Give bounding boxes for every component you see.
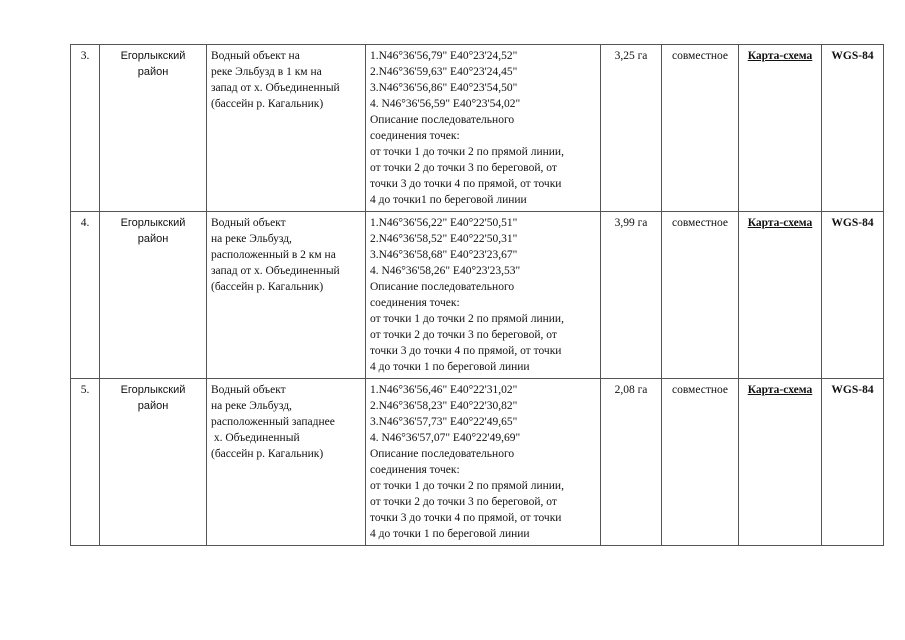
row-number: 4.: [71, 212, 100, 379]
water-objects-table: [70, 44, 884, 546]
district-line: район: [137, 233, 169, 245]
district-line: Егорлыкский: [120, 384, 186, 396]
map-scheme-link[interactable]: Карта-схема: [747, 50, 813, 62]
coord-line: 2.N46°36'58,23" E40°22'30,82": [370, 400, 518, 412]
map-link-cell: [739, 379, 822, 546]
coord-line: 4 до точки1 по береговой линии: [370, 194, 527, 206]
coord-line: 4. N46°36'57,07" E40°22'49,69": [370, 432, 521, 444]
coordinates-cell: [366, 212, 601, 379]
coord-line: 4. N46°36'56,59" E40°23'54,02": [370, 98, 521, 110]
coord-line: от точки 1 до точки 2 по прямой линии,: [370, 313, 564, 325]
coord-line: от точки 2 до точки 3 по береговой, от: [370, 329, 557, 341]
coord-line: 4 до точки 1 по береговой линии: [370, 528, 530, 540]
map-link-cell: [739, 45, 822, 212]
table-row: [71, 45, 884, 212]
coord-line: 1.N46°36'56,22" E40°22'50,51": [370, 217, 518, 229]
coord-line: от точки 2 до точки 3 по береговой, от: [370, 162, 557, 174]
object-description-cell: [207, 45, 366, 212]
object-line: запад от х. Объединенный: [211, 82, 340, 94]
coord-line: соединения точек:: [370, 464, 460, 476]
table-row: [71, 212, 884, 379]
coord-line: точки 3 до точки 4 по прямой, от точки: [370, 345, 562, 357]
object-line: на реке Эльбузд,: [211, 400, 292, 412]
object-line: запад от х. Объединенный: [211, 265, 340, 277]
table-row: [71, 379, 884, 546]
district-line: район: [137, 66, 169, 78]
object-line: Водный объект: [211, 217, 286, 229]
coord-line: 3.N46°36'58,68" E40°23'23,67": [370, 249, 518, 261]
coord-line: точки 3 до точки 4 по прямой, от точки: [370, 178, 562, 190]
area-cell: 3,99 га: [601, 212, 662, 379]
coord-line: Описание последовательного: [370, 114, 515, 126]
district-cell: [100, 212, 207, 379]
usage-cell: совместное: [662, 379, 739, 546]
coord-line: 2.N46°36'58,52" E40°22'50,31": [370, 233, 518, 245]
coord-line: точки 3 до точки 4 по прямой, от точки: [370, 512, 562, 524]
object-line: Водный объект: [211, 384, 286, 396]
coordinate-system-cell: WGS-84: [822, 379, 884, 546]
coordinates-cell: [366, 379, 601, 546]
coord-line: от точки 1 до точки 2 по прямой линии,: [370, 480, 564, 492]
object-line: (бассейн р. Кагальник): [211, 98, 324, 110]
coord-line: 4. N46°36'58,26" E40°23'23,53": [370, 265, 521, 277]
coord-line: соединения точек:: [370, 130, 460, 142]
coord-line: 4 до точки 1 по береговой линии: [370, 361, 530, 373]
coord-line: 1.N46°36'56,46" E40°22'31,02": [370, 384, 518, 396]
object-description-cell: [207, 379, 366, 546]
map-scheme-link[interactable]: Карта-схема: [747, 384, 813, 396]
coordinate-system-cell: WGS-84: [822, 45, 884, 212]
coord-line: от точки 2 до точки 3 по береговой, от: [370, 496, 557, 508]
row-number: 3.: [71, 45, 100, 212]
object-description-cell: [207, 212, 366, 379]
district-cell: [100, 45, 207, 212]
object-line: расположенный в 2 км на: [211, 249, 336, 261]
object-line: реке Эльбузд в 1 км на: [211, 66, 322, 78]
coordinates-cell: [366, 45, 601, 212]
coord-line: 3.N46°36'56,86" E40°23'54,50": [370, 82, 518, 94]
object-line: на реке Эльбузд,: [211, 233, 292, 245]
district-line: Егорлыкский: [120, 217, 186, 229]
map-scheme-link[interactable]: Карта-схема: [747, 217, 813, 229]
coord-line: от точки 1 до точки 2 по прямой линии,: [370, 146, 564, 158]
object-line: х. Объединенный: [211, 432, 300, 444]
area-cell: 2,08 га: [601, 379, 662, 546]
object-line: расположенный западнее: [211, 416, 335, 428]
map-link-cell: [739, 212, 822, 379]
object-line: (бассейн р. Кагальник): [211, 448, 324, 460]
coord-line: 3.N46°36'57,73" E40°22'49,65": [370, 416, 518, 428]
usage-cell: совместное: [662, 212, 739, 379]
coord-line: 1.N46°36'56,79" E40°23'24,52": [370, 50, 518, 62]
object-line: Водный объект на: [211, 50, 300, 62]
row-number: 5.: [71, 379, 100, 546]
district-line: район: [137, 400, 169, 412]
coord-line: соединения точек:: [370, 297, 460, 309]
district-line: Егорлыкский: [120, 50, 186, 62]
area-cell: 3,25 га: [601, 45, 662, 212]
coord-line: Описание последовательного: [370, 448, 515, 460]
district-cell: [100, 379, 207, 546]
coordinate-system-cell: WGS-84: [822, 212, 884, 379]
coord-line: Описание последовательного: [370, 281, 515, 293]
usage-cell: совместное: [662, 45, 739, 212]
coord-line: 2.N46°36'59,63" E40°23'24,45": [370, 66, 518, 78]
object-line: (бассейн р. Кагальник): [211, 281, 324, 293]
